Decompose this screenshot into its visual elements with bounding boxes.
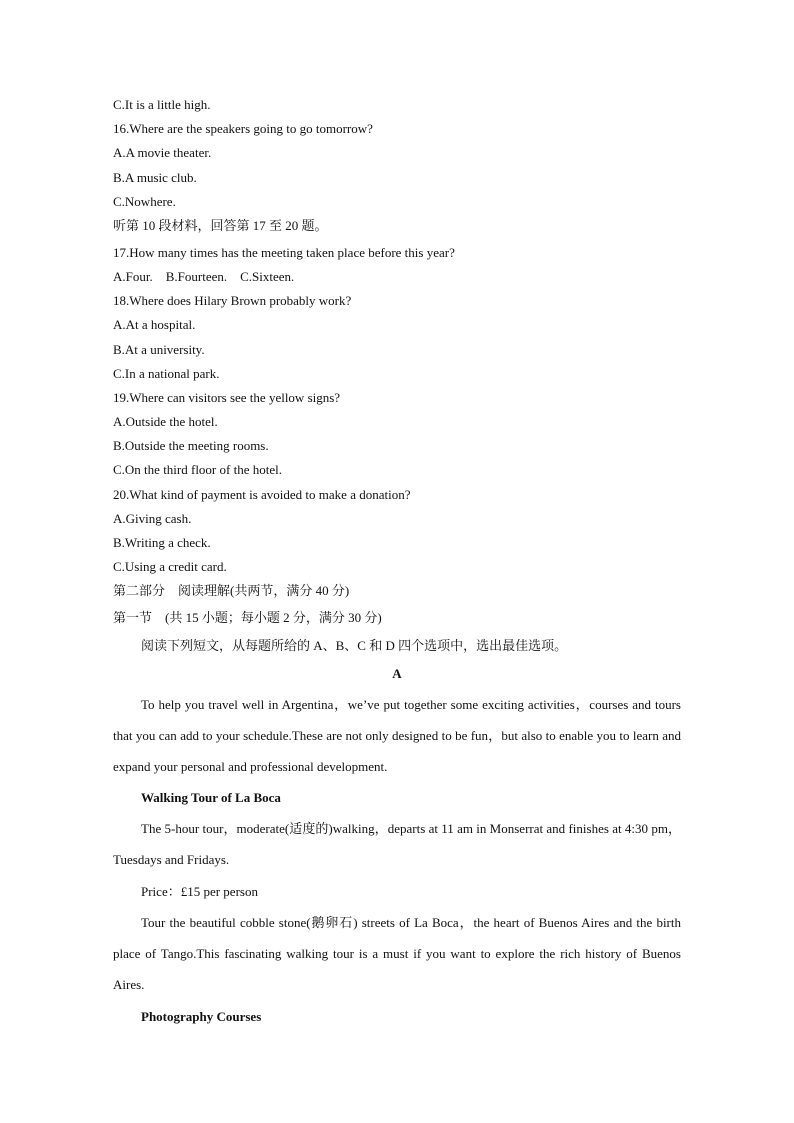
q20-option-b: B.Writing a check. — [113, 535, 211, 550]
q16-option-c: C.Nowhere. — [113, 194, 176, 209]
photography-title: Photography Courses — [141, 1009, 262, 1024]
q16-question: 16.Where are the speakers going to go tomorrow? — [113, 121, 373, 136]
q17-options: A.Four. B.Fourteen. C.Sixteen. — [113, 269, 295, 284]
q17-question: 17.How many times has the meeting taken place before this year? — [113, 245, 455, 260]
q19-option-c: C.On the third floor of the hotel. — [113, 462, 282, 477]
q16-option-a: A.A movie theater. — [113, 145, 212, 160]
q15-option-c: C.It is a little high. — [113, 97, 211, 112]
q18-question: 18.Where does Hilary Brown probably work? — [113, 293, 352, 308]
tour-description: The 5-hour tour，moderate(适度的)walking，departs at 11 am in Monserrat and finishes at 4:30 pm，Tuesdays and Fridays. — [113, 821, 681, 867]
material-10-instruction: 听第 10 段材料，回答第 17 至 20 题。 — [113, 218, 328, 233]
tour-detail: Tour the beautiful cobble stone(鹅卵石) streets of La Boca，the heart of Buenos Aires and the birth place of Tango.This fascinating walking tour is a must if you want to explore the rich history of Buenos Aires. — [113, 915, 681, 992]
tour-price: Price：£15 per person — [141, 884, 258, 899]
reading-instruction: 阅读下列短文，从每题所给的 A、B、C 和 D 四个选项中，选出最佳选项。 — [141, 638, 568, 653]
q19-question: 19.Where can visitors see the yellow signs? — [113, 390, 341, 405]
q20-question: 20.What kind of payment is avoided to make a donation? — [113, 487, 411, 502]
q18-option-c: C.In a national park. — [113, 366, 220, 381]
q18-option-a: A.At a hospital. — [113, 317, 196, 332]
section-one-heading: 第一节 (共 15 小题；每小题 2 分，满分 30 分) — [113, 610, 382, 625]
q19-option-a: A.Outside the hotel. — [113, 414, 218, 429]
q19-option-b: B.Outside the meeting rooms. — [113, 438, 269, 453]
q18-option-b: B.At a university. — [113, 342, 205, 357]
q20-option-c: C.Using a credit card. — [113, 559, 227, 574]
q16-option-b: B.A music club. — [113, 170, 197, 185]
passage-label: A — [392, 666, 402, 681]
tour-title: Walking Tour of La Boca — [141, 790, 281, 805]
q20-option-a: A.Giving cash. — [113, 511, 192, 526]
part-two-heading: 第二部分 阅读理解(共两节，满分 40 分) — [113, 583, 350, 598]
passage-intro: To help you travel well in Argentina，we’ve put together some exciting activities，courses and tours that you can add to your schedule.These are not only designed to be fun，but also to enable you to learn and expand your personal and professional development. — [113, 697, 681, 774]
